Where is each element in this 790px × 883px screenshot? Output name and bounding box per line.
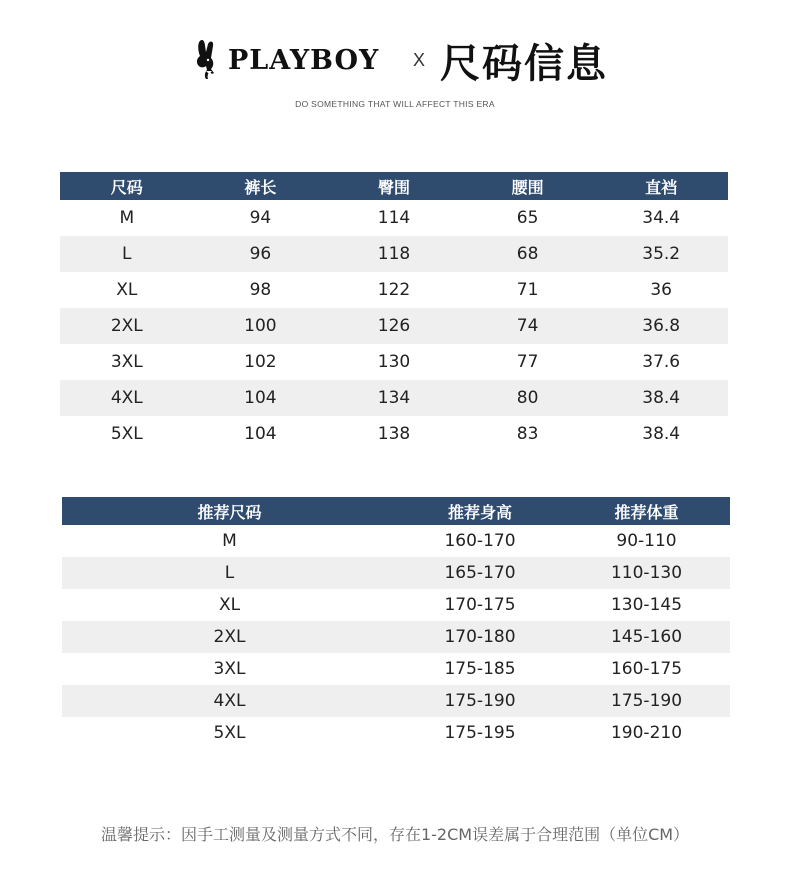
table-cell: 36.8 [594,308,728,344]
col-header-hip: 臀围 [327,172,461,200]
col-header-rec-size: 推荐尺码 [62,497,397,525]
rec-table-row [62,717,730,749]
table-cell: 36 [650,280,672,300]
table-cell: 102 [244,352,277,372]
table-cell: L [60,236,194,272]
table-cell: 130 [377,352,411,372]
table-cell: 130-145 [610,595,683,615]
table-cell: 160-170 [444,531,516,551]
size-table-row [60,380,728,416]
table-cell: 114 [377,208,411,228]
table-cell: L [62,557,397,589]
table-cell: 98 [249,280,272,300]
table-cell: 2XL [60,308,194,344]
table-cell: 38.4 [642,424,681,444]
table-cell: 110-130 [563,557,730,589]
table-cell: XL [218,595,241,615]
rec-table-row [62,525,730,557]
table-cell: 38.4 [594,380,728,416]
measurement-note: 温馨提示：因手工测量及测量方式不同，存在1-2CM误差属于合理范围（单位CM） [100,825,690,844]
table-cell: 68 [461,236,595,272]
rec-table-row [62,653,730,685]
table-cell: 175-185 [444,659,516,679]
table-cell: 35.2 [594,236,728,272]
table-cell: 165-170 [397,557,563,589]
table-cell: 37.6 [642,352,681,372]
size-table-row [60,308,728,344]
table-cell: 34.4 [642,208,681,228]
collab-x: X [413,50,426,70]
col-header-rise: 直裆 [594,172,728,200]
table-cell: 175-195 [444,723,516,743]
table-cell: 104 [194,380,328,416]
rec-table-row [62,589,730,621]
table-cell: 175-190 [563,685,730,717]
table-cell: 175-190 [397,685,563,717]
brand-name: PLAYBOY [228,44,380,76]
size-table-row [60,416,728,452]
size-table [60,172,728,452]
table-cell: 65 [516,208,539,228]
table-cell: 94 [249,208,272,228]
size-table-row [60,344,728,380]
col-header-rec-height: 推荐身高 [397,497,563,525]
table-cell: 96 [194,236,328,272]
table-cell: XL [116,280,138,300]
table-cell: 138 [377,424,411,444]
table-cell: 4XL [62,685,397,717]
table-cell: 3XL [110,352,143,372]
table-cell: 77 [516,352,539,372]
table-cell: M [222,531,237,551]
col-header-rec-weight: 推荐体重 [563,497,730,525]
table-cell: 90-110 [616,531,677,551]
table-cell: 170-180 [397,621,563,653]
table-cell: 5XL [213,723,246,743]
table-cell: 145-160 [563,621,730,653]
bunny-logo-icon [192,38,222,82]
table-cell: 100 [194,308,328,344]
col-header-length: 裤长 [194,172,328,200]
size-table-row [60,272,728,308]
table-cell: 71 [516,280,539,300]
table-cell: 3XL [213,659,246,679]
page-title: 尺码信息 [440,41,608,87]
table-cell: 2XL [62,621,397,653]
table-cell: 104 [244,424,277,444]
rec-table-row [62,557,730,589]
table-cell: 80 [461,380,595,416]
size-table-row [60,200,728,236]
table-cell: 83 [516,424,539,444]
size-table-header [60,172,728,200]
table-cell: 118 [327,236,461,272]
col-header-waist: 腰围 [461,172,595,200]
size-table-row [60,236,728,272]
recommendation-table [62,497,730,749]
table-cell: 134 [327,380,461,416]
page-header [0,30,790,90]
rec-table-row [62,621,730,653]
rec-table-header [62,497,730,525]
table-cell: 170-175 [444,595,516,615]
table-cell: 4XL [60,380,194,416]
table-cell: 160-175 [610,659,683,679]
table-cell: 122 [377,280,411,300]
col-header-size: 尺码 [60,172,194,200]
table-cell: 5XL [110,424,143,444]
tagline: DO SOMETHING THAT WILL AFFECT THIS ERA [295,99,495,109]
rec-table-row [62,685,730,717]
table-cell: 190-210 [610,723,683,743]
brand-logo [192,38,379,82]
table-cell: 74 [461,308,595,344]
table-cell: M [119,208,135,228]
table-cell: 126 [327,308,461,344]
